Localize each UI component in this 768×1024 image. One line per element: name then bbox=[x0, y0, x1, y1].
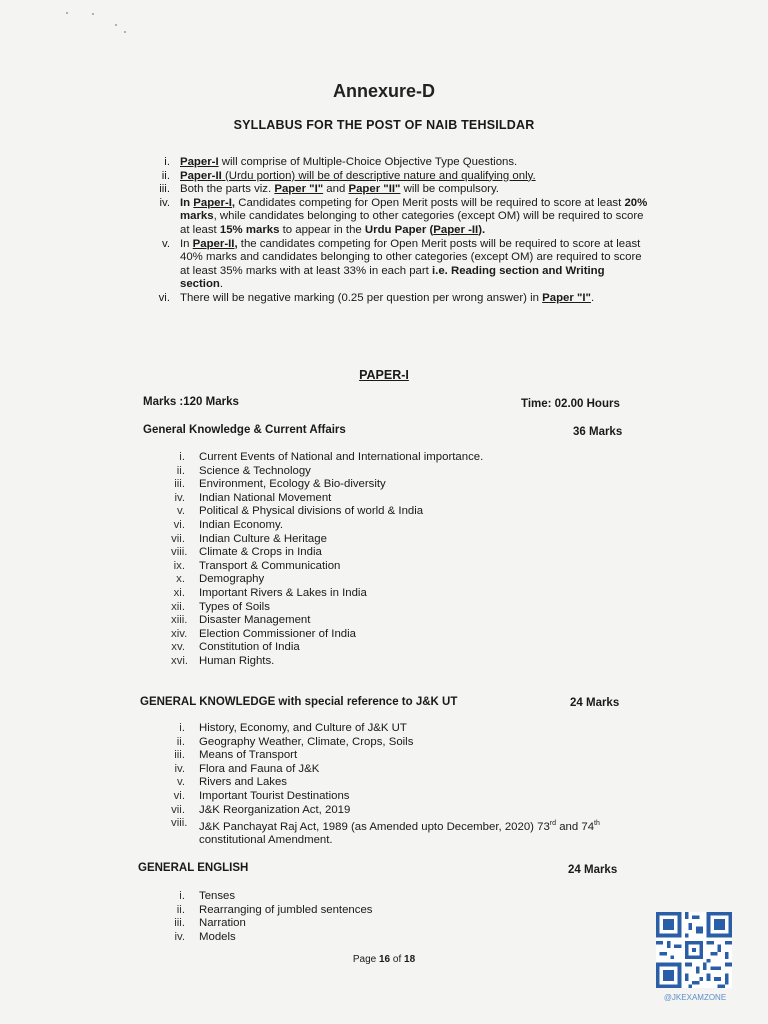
list-item bbox=[174, 478, 619, 492]
paper-heading: PAPER-I bbox=[359, 368, 409, 382]
list-item bbox=[171, 627, 619, 642]
list-item-text: Rearranging of jumbled sentences bbox=[199, 903, 373, 916]
scan-speck bbox=[124, 31, 126, 33]
list-item-number: i. bbox=[179, 890, 185, 902]
list-item-number: vii. bbox=[171, 803, 185, 816]
list-item bbox=[179, 451, 619, 465]
list-item-number: xii. bbox=[171, 600, 185, 613]
list-item bbox=[176, 903, 499, 918]
list-item-text: Transport & Communication bbox=[199, 559, 341, 572]
page-title: Annexure-D bbox=[332, 81, 435, 101]
exam-time: Time: 02.00 Hours bbox=[521, 398, 620, 410]
instruction-item: ii. Paper-II (Urdu portion) will be of descriptive nature and qualifying only. bbox=[161, 169, 536, 182]
list-item bbox=[171, 546, 619, 560]
list-item-text: Climate & Crops in India bbox=[199, 546, 322, 559]
list-item bbox=[174, 917, 499, 931]
section-marks-gk: 36 Marks bbox=[573, 426, 623, 438]
list-item-text: Geography Weather, Climate, Crops, Soils bbox=[199, 735, 414, 748]
section-heading-english: GENERAL ENGLISH bbox=[138, 862, 249, 874]
list-item-number: iv. bbox=[174, 491, 185, 504]
list-item-text: Important Tourist Destinations bbox=[199, 789, 350, 802]
list-item-text: Political & Physical divisions of world & India bbox=[199, 505, 424, 518]
list-item-number: iii. bbox=[174, 749, 185, 762]
list-item-text: Narration bbox=[199, 917, 246, 930]
list-item bbox=[171, 600, 619, 615]
scan-speck bbox=[115, 24, 117, 26]
list-item: viii. J&K Panchayat Raj Act, 1989 (as Amended upto December, 2020) 73rd and 74th constitutional Amendment. bbox=[171, 817, 600, 847]
list-item bbox=[174, 749, 639, 763]
list-item bbox=[179, 890, 499, 904]
list-item-number: xv. bbox=[171, 641, 185, 654]
list-item-text: Demography bbox=[199, 573, 265, 586]
list-item bbox=[179, 722, 639, 736]
watermark-label: @JKEXAMZONE bbox=[663, 993, 727, 1002]
list-item-text: Science & Technology bbox=[199, 464, 311, 477]
scan-speck bbox=[66, 12, 68, 14]
section-marks-jk: 24 Marks bbox=[570, 697, 620, 709]
list-item bbox=[173, 559, 619, 574]
list-item bbox=[174, 491, 619, 506]
list-item-text: Types of Soils bbox=[199, 600, 270, 613]
list-item-number: iii. bbox=[174, 917, 185, 930]
list-item-number: xvi. bbox=[171, 654, 189, 667]
list-item bbox=[171, 641, 619, 655]
jk-topic-list bbox=[171, 722, 639, 817]
list-item bbox=[173, 518, 619, 533]
page-number: Page 16 of 18 bbox=[352, 954, 416, 965]
list-item bbox=[173, 586, 619, 601]
list-item-number: vi. bbox=[173, 518, 185, 531]
list-item-text: Models bbox=[199, 930, 236, 943]
list-item-text: Election Commissioner of India bbox=[199, 627, 357, 640]
list-item bbox=[176, 573, 619, 587]
list-item-text: Tenses bbox=[199, 890, 236, 902]
gk-topic-list bbox=[171, 451, 619, 669]
list-item-text: History, Economy, and Culture of J&K UT bbox=[199, 722, 407, 734]
list-item-number: ii. bbox=[176, 464, 185, 477]
jk-topic-list-cont bbox=[171, 817, 649, 848]
list-item bbox=[173, 789, 639, 804]
list-item-text: Constitution of India bbox=[199, 641, 300, 654]
list-item-number: iii. bbox=[174, 478, 185, 491]
list-item-number: vi. bbox=[173, 789, 185, 802]
section-marks-english: 24 Marks bbox=[568, 864, 618, 876]
list-item-text: Indian Economy. bbox=[199, 518, 283, 531]
list-item bbox=[176, 735, 639, 750]
instruction-item: iv. In Paper-I, Candidates competing for Open Merit posts will be required to score at least 20% marks, while candidates belonging to other categories (except OM) will be required to score at least 15% marks to appear in the Urdu Paper (Paper -II). bbox=[159, 196, 648, 236]
list-item-number: i. bbox=[179, 451, 185, 463]
list-item-text: Environment, Ecology & Bio-diversity bbox=[199, 478, 386, 491]
list-item-text: Current Events of National and International importance. bbox=[199, 451, 484, 463]
instruction-item: v. In Paper-II, the candidates competing for Open Merit posts will be required to score at least 40% marks and candidates belonging to other categories (except OM) are required to score at least 35% marks with at least 33% in each part i.e. Reading section and Writing section. bbox=[161, 237, 642, 291]
list-item-number: xiv. bbox=[171, 627, 188, 640]
list-item-number: ix. bbox=[173, 559, 185, 572]
list-item-number: vii. bbox=[171, 532, 185, 545]
instruction-item: iii. Both the parts viz. Paper "I" and Paper "II" will be compulsory. bbox=[159, 183, 499, 196]
list-item bbox=[174, 930, 499, 945]
list-item bbox=[171, 532, 619, 547]
list-item-number: ii. bbox=[176, 735, 185, 748]
list-item-number: ii. bbox=[176, 903, 185, 916]
list-item-number: viii. bbox=[171, 546, 188, 559]
list-item-text: Rivers and Lakes bbox=[199, 776, 288, 789]
list-item bbox=[171, 614, 619, 628]
english-topic-list bbox=[174, 890, 499, 944]
list-item-number: iv. bbox=[174, 930, 185, 943]
list-item-number: v. bbox=[176, 776, 185, 789]
section-heading-gk: General Knowledge & Current Affairs bbox=[143, 424, 346, 436]
list-item-text: Important Rivers & Lakes in India bbox=[199, 586, 367, 599]
list-item bbox=[176, 776, 639, 790]
list-item-text: J&K Reorganization Act, 2019 bbox=[199, 803, 351, 816]
instruction-item: vi. There will be negative marking (0.25 per question per wrong answer) in Paper "I". bbox=[158, 291, 595, 304]
list-item-text: Means of Transport bbox=[199, 749, 298, 762]
section-heading-jk: GENERAL KNOWLEDGE with special reference to J&K UT bbox=[140, 696, 458, 708]
total-marks: Marks :120 Marks bbox=[143, 396, 239, 408]
list-item-number: iv. bbox=[174, 762, 185, 775]
qr-code-icon bbox=[656, 912, 732, 988]
list-item-number: i. bbox=[179, 722, 185, 734]
instructions-list bbox=[158, 156, 650, 306]
list-item-text: Indian Culture & Heritage bbox=[199, 532, 327, 545]
scan-speck bbox=[92, 13, 94, 15]
list-item-number: v. bbox=[176, 505, 185, 518]
list-item bbox=[171, 654, 619, 669]
list-item bbox=[174, 762, 639, 777]
list-item bbox=[176, 464, 619, 479]
list-item-text: Disaster Management bbox=[199, 614, 311, 627]
instruction-item: i. Paper-I will comprise of Multiple-Choice Objective Type Questions. bbox=[164, 156, 518, 168]
list-item-number: xiii. bbox=[171, 614, 188, 627]
list-item-text: Human Rights. bbox=[199, 654, 275, 667]
list-item-text: Indian National Movement bbox=[199, 491, 332, 504]
page-subtitle: SYLLABUS FOR THE POST OF NAIB TEHSILDAR bbox=[233, 118, 535, 132]
list-item-number: x. bbox=[176, 573, 185, 586]
list-item bbox=[176, 505, 619, 519]
list-item-text: Flora and Fauna of J&K bbox=[199, 762, 320, 775]
list-item-number: xi. bbox=[173, 586, 185, 599]
list-item bbox=[171, 803, 639, 818]
